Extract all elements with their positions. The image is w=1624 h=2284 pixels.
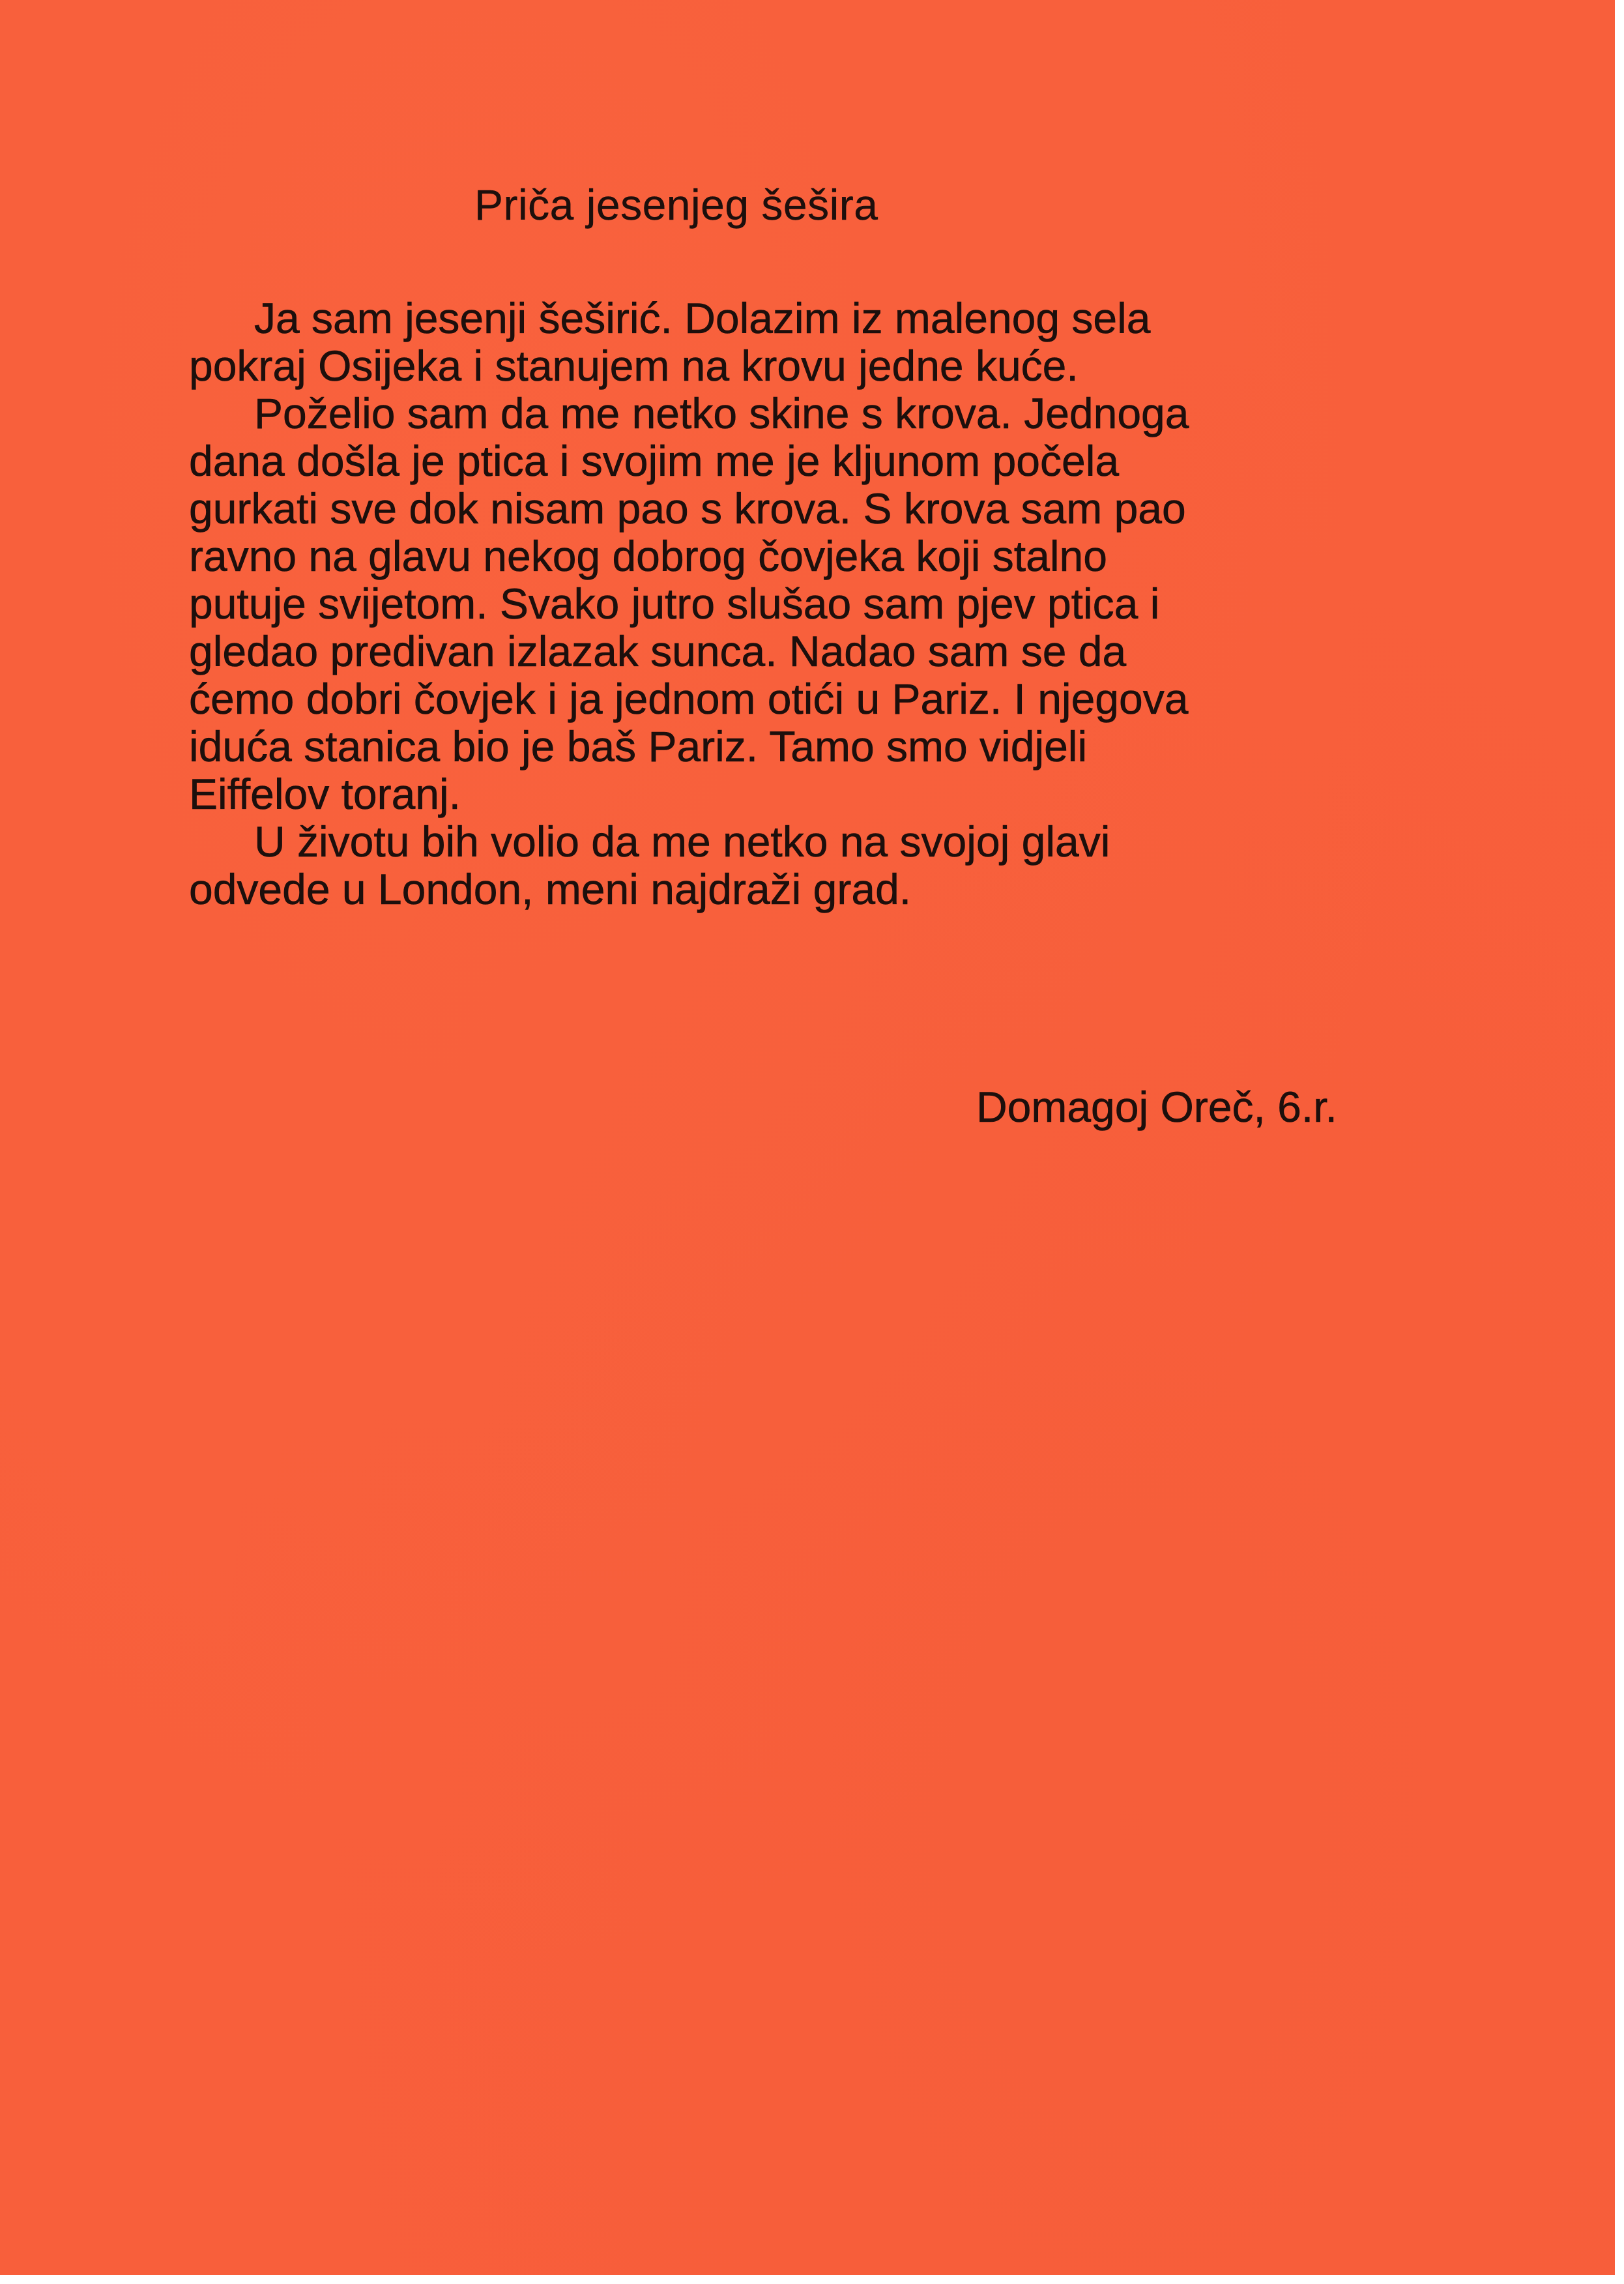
paragraph-2-line-9: Eiffelov toranj. bbox=[189, 770, 461, 818]
paragraph-1-line-2: pokraj Osijeka i stanujem na krovu jedne kuće. bbox=[189, 342, 1079, 390]
story-body bbox=[189, 295, 1466, 913]
author-signature: Domagoj Oreč, 6.r. bbox=[976, 1083, 1337, 1131]
paragraph-2-line-6: gledao predivan izlazak sunca. Nadao sam se da bbox=[189, 627, 1127, 675]
paragraph-2-line-8: iduća stanica bio je baš Pariz. Tamo smo vidjeli bbox=[189, 722, 1088, 770]
paragraph-2-line-1: Poželio sam da me netko skine s krova. Jednoga bbox=[254, 389, 1189, 437]
paragraph-2-line-2: dana došla je ptica i svojim me je kljunom počela bbox=[189, 437, 1120, 485]
paragraph-3-line-2: odvede u London, meni najdraži grad. bbox=[189, 865, 912, 913]
story-title: Priča jesenjeg šešira bbox=[474, 181, 878, 229]
paragraph-1-line-1: Ja sam jesenji šeširić. Dolazim iz malenog sela bbox=[254, 294, 1151, 342]
paragraph-3-line-1: U životu bih volio da me netko na svojoj glavi bbox=[254, 817, 1110, 866]
paragraph-2-line-4: ravno na glavu nekog dobrog čovjeka koji stalno bbox=[189, 532, 1107, 580]
paragraph-2-line-7: ćemo dobri čovjek i ja jednom otići u Pariz. I njegova bbox=[189, 675, 1189, 723]
paragraph-2-line-5: putuje svijetom. Svako jutro slušao sam pjev ptica i bbox=[189, 579, 1160, 628]
paragraph-2-line-3: gurkati sve dok nisam pao s krova. S krova sam pao bbox=[189, 484, 1186, 533]
